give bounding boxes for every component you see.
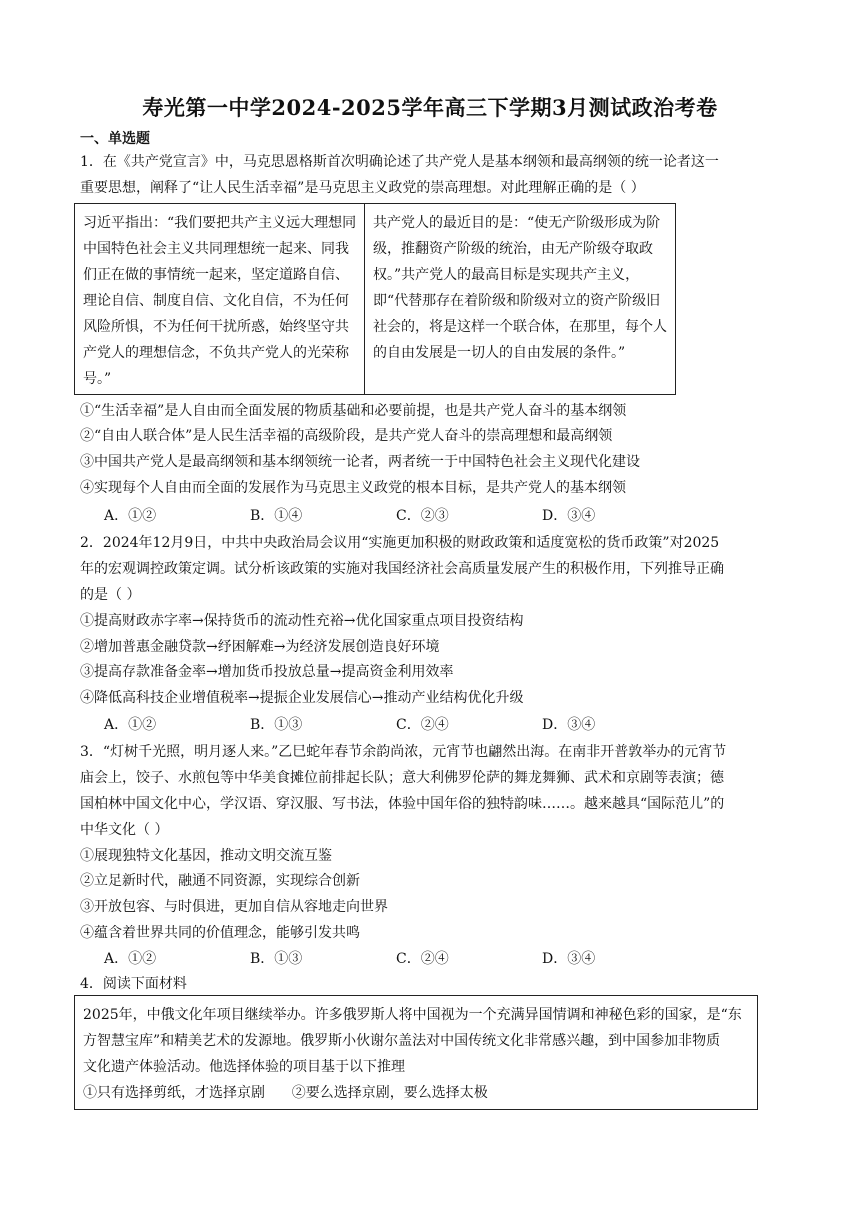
q3-option-b[interactable]: B．①③ — [250, 951, 303, 967]
q4-box-line2: 方智慧宝库”和精美艺术的发源地。俄罗斯小伙谢尔盖法对中国传统文化非常感兴趣，到中国参加非物质 — [83, 1033, 721, 1049]
q1-item-4: ④实现每个人自由而全面的发展作为马克思主义政党的根本目标，是共产党人的基本纲领 — [80, 480, 626, 496]
q2-stem-line1: 2．2024年12月9日，中共中央政治局会议用“实施更加积极的财政政策和适度宽松的货币政策”对2025 — [80, 535, 720, 551]
q3-option-d[interactable]: D．③④ — [542, 951, 596, 967]
q4-box-line4: ①只有选择剪纸，才选择京剧 ②要么选择京剧，要么选择太极 — [83, 1085, 488, 1101]
q2-item-3: ③提高存款准备金率→增加货币投放总量→提高资金利用效率 — [80, 664, 454, 680]
q4-stem: 4．阅读下面材料 — [80, 976, 187, 992]
q1-option-b[interactable]: B．①④ — [250, 508, 303, 524]
q1-quote-table — [74, 203, 676, 395]
q3-option-a[interactable]: A．①② — [104, 951, 157, 967]
page-title: 寿光第一中学2024-2025学年高三下学期3月测试政治考卷 — [142, 95, 718, 120]
q1-stem-line2: 重要思想，阐释了“让人民生活幸福”是马克思主义政党的崇高理想。对此理解正确的是（ ） — [80, 180, 645, 196]
section-heading: 一、单选题 — [80, 131, 150, 147]
q2-option-b[interactable]: B．①③ — [250, 717, 303, 733]
q3-item-4: ④蕴含着世界共同的价值理念，能够引发共鸣 — [80, 925, 360, 941]
q3-item-1: ①展现独特文化基因，推动文明交流互鉴 — [80, 848, 332, 864]
q2-option-c[interactable]: C．②④ — [396, 717, 449, 733]
q2-item-4: ④降低高科技企业增值税率→提振企业发展信心→推动产业结构优化升级 — [80, 690, 524, 706]
q3-item-2: ②立足新时代，融通不同资源，实现综合创新 — [80, 873, 360, 889]
q1-item-3: ③中国共产党人是最高纲领和基本纲领统一论者，两者统一于中国特色社会主义现代化建设 — [80, 454, 640, 470]
q3-item-3: ③开放包容、与时俱进，更加自信从容地走向世界 — [80, 899, 388, 915]
q3-option-c[interactable]: C．②④ — [396, 951, 449, 967]
q1-stem-line1: 1．在《共产党宣言》中，马克思恩格斯首次明确论述了共产党人是基本纲领和最高纲领的统一论者这一 — [80, 154, 719, 170]
q2-item-1: ①提高财政赤字率→保持货币的流动性充裕→优化国家重点项目投资结构 — [80, 613, 524, 629]
q2-options — [104, 714, 688, 734]
q4-box-line3: 文化遗产体验活动。他选择体验的项目基于以下推理 — [83, 1059, 405, 1075]
q2-stem-line3: 的是（ ） — [80, 587, 141, 603]
q3-stem-line4: 中华文化（ ） — [80, 822, 169, 838]
q3-stem-line3: 国柏林中国文化中心，学汉语、穿汉服、写书法，体验中国年俗的独特韵味……。越来越具“国际范儿”的 — [80, 796, 725, 812]
q1-options — [104, 505, 688, 525]
q1-option-a[interactable]: A．①② — [104, 508, 157, 524]
q3-stem-line1: 3．“灯树千光照，明月逐人来。”乙巳蛇年春节余韵尚浓，元宵节也翩然出海。在南非开普敦举办的元宵节 — [80, 744, 727, 760]
q3-options — [104, 948, 688, 968]
q1-option-c[interactable]: C．②③ — [396, 508, 449, 524]
q1-item-2: ②“自由人联合体”是人民生活幸福的高级阶段，是共产党人奋斗的崇高理想和最高纲领 — [80, 428, 613, 444]
q3-stem-line2: 庙会上，饺子、水煎包等中华美食摊位前排起长队；意大利佛罗伦萨的舞龙舞狮、武术和京剧等表演；德 — [80, 770, 724, 786]
q2-option-a[interactable]: A．①② — [104, 717, 157, 733]
q4-material-box — [74, 995, 758, 1110]
q1-option-d[interactable]: D．③④ — [542, 508, 596, 524]
q1-quote-right: 共产党人的最近目的是：“使无产阶级形成为阶级，推翻资产阶级的统治，由无产阶级夺取政权。”共产党人的最高目标是实现共产主义，即“代替那存在着阶级和阶级对立的资产阶级旧社会的，将是这样一个联合体，在那里，每个人的自由发展是一切人的自由发展的条件。” — [373, 215, 667, 361]
q2-option-d[interactable]: D．③④ — [542, 717, 596, 733]
q4-box-line1: 2025年，中俄文化年项目继续举办。许多俄罗斯人将中国视为一个充满异国情调和神秘色彩的国家，是“东 — [83, 1007, 742, 1023]
q1-item-1: ①“生活幸福”是人自由而全面发展的物质基础和必要前提，也是共产党人奋斗的基本纲领 — [80, 403, 627, 419]
q1-quote-left: 习近平指出：“我们要把共产主义远大理想同中国特色社会主义共同理想统一起来、同我们正在做的事情统一起来，坚定道路自信、理论自信、制度自信、文化自信，不为任何风险所惧，不为任何干扰所惑，始终坚守共产党人的理想信念，不负共产党人的光荣称号。” — [75, 204, 365, 394]
q2-item-2: ②增加普惠金融贷款→纾困解难→为经济发展创造良好环境 — [80, 639, 440, 655]
q2-stem-line2: 年的宏观调控政策定调。试分析该政策的实施对我国经济社会高质量发展产生的积极作用，下列推导正确 — [80, 561, 724, 577]
